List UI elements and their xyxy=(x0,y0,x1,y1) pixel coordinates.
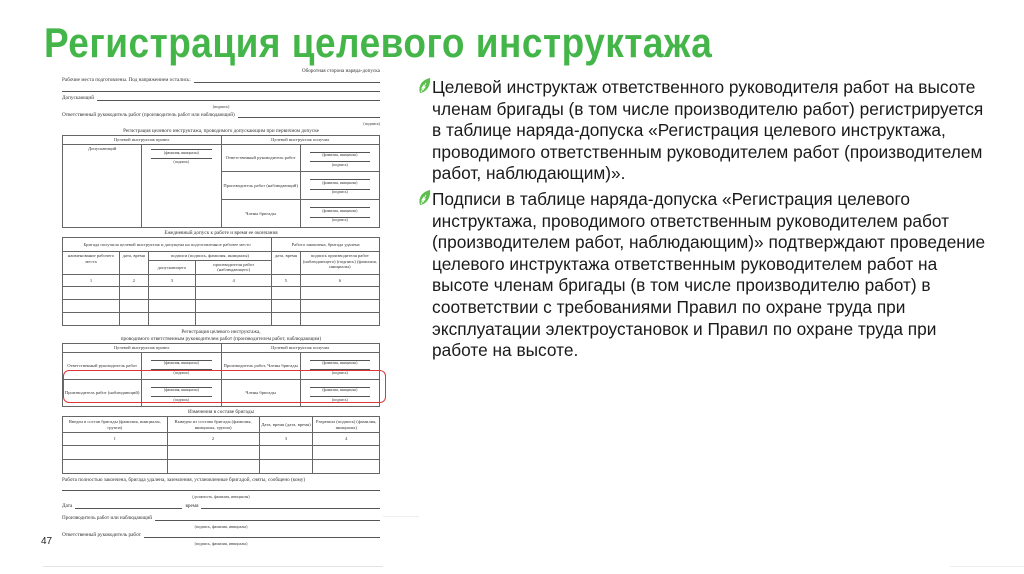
leaf-icon xyxy=(418,78,431,94)
divider xyxy=(950,566,1024,567)
bullet-item: Целевой инструктаж ответственного руководителя работ на высоте членам бригады (в том числе производителю работ) регистрируется в таблице наряда-допуска «Регистрация целевого инструктажа, проводимого ответственным руководителем работ (производителем работ, наблюдающим)». xyxy=(418,77,988,185)
divider xyxy=(383,516,419,517)
page-number: 47 xyxy=(41,536,53,547)
leaf-icon xyxy=(418,190,431,206)
slide-title: Регистрация целевого инструктажа xyxy=(44,20,713,66)
footer-responsible-line: Ответственный руководитель работ xyxy=(62,532,380,538)
bullet-item: Подписи в таблице наряда-допуска «Регистрация целевого инструктажа, проводимого ответственным руководителем работ (производителем работ, наблюдающим)» подтверждают проведение целевого инструктажа ответственным руководителем работ на высоте членам бригады (в том числе производителю работ) в соответствии с требованиями Правил по охране труда при эксплуатации электроустановок и Правил по охране труда при работе на высоте. xyxy=(418,189,988,362)
permit-form-image: Оборотная сторона наряда-допуска Рабочие места подготовлены. Под напряжением остались: Допускающий (подпись) Ответственный руководитель работ (производитель работ или наблюдающий) (подпись) Регистрация целевого инструктажа, проводимого допускающим при первичном допуске Целевой инструктаж провел Целевой инструктаж получил Допускающий (фамилия, инициалы) (подпись) Ответственный руководитель работ (фамилия, инициалы) (подпись) Производитель работ (наблюдающий) (фамилия, инициалы) (подпись) Члены бригады (фамилия, инициалы) (подпись) Ежедневный допуск к работе и время ее окончания Бригада получила целевой инструктаж и допущена на подготовленное рабочее место Работа закончена, бригада удалена наименование рабочего места дата, время подписи (подпись, фамилия, инициалы) дата, время подпись производителя работ (наблюдающего) (подпись) (фамилия, инициалы) допускающего производителя работ (наблюдающего) 1 2 3 4 5 6 Регистрация целевого инструктажа, проводимого ответственным руководителем работ (производителем работ, наблюдающим) Целевой инструктаж провел Целевой инструктаж получил Ответственный руководитель работ (фамилия, инициалы) (подпись) Производитель работ, Члены бригады (фамилия, инициалы) (подпись) Производитель работ (наблюдающий) (фамилия, инициалы) (подпись) Члены бригады (фамилия, инициалы) (подпись) Изменения в составе бригады Введен в состав бригады (фамилия, инициалы, группа) Выведен из состава бригады (фамилия, инициалы, группа) Дата, время (дата, время) Разрешил (подпись) (фамилия, инициалы) 1 2 3 4 Работа полностью закончена, бригада удалена, заземления, установленные бригадой, сняты, сообщено (кому) (должность, фамилия, инициалы) Дата время Производитель работ или наблюдающий (подпись, фамилия, инициалы) Ответственный руководитель работ (подпись, фамилия, инициалы) xyxy=(62,68,380,547)
form-line-admitter: Допускающий xyxy=(62,95,380,101)
form-header-right: Оборотная сторона наряда-допуска xyxy=(301,68,380,74)
section1-caption: Регистрация целевого инструктажа, проводимого допускающим при первичном допуске xyxy=(123,128,319,134)
section2-table: Бригада получила целевой инструктаж и допущена на подготовленное рабочее место Работа закончена, бригада удалена наименование рабочего места дата, время подписи (подпись, фамилия, инициалы) дата, время подпись производителя работ (наблюдающего) (подпись) (фамилия, инициалы) допускающего производителя работ (наблюдающего) 1 2 3 4 5 6 xyxy=(62,237,380,326)
divider xyxy=(43,566,383,567)
section1-table: Целевой инструктаж провел Целевой инструктаж получил Допускающий (фамилия, инициалы) (подпись) Ответственный руководитель работ (фамилия, инициалы) (подпись) Производитель работ (наблюдающий) (фамилия, инициалы) (подпись) Члены бригады (фамилия, инициалы) (подпись) xyxy=(62,135,380,228)
section4-table: Введен в состав бригады (фамилия, инициалы, группа) Выведен из состава бригады (фамилия, инициалы, группа) Дата, время (дата, время) Разрешил (подпись) (фамилия, инициалы) 1 2 3 4 xyxy=(62,416,380,474)
section4-caption: Изменения в составе бригады xyxy=(188,409,254,416)
highlight-frame xyxy=(63,370,386,403)
footer-foreman-line: Производитель работ или наблюдающий xyxy=(62,515,380,521)
footer-completed: Работа полностью закончена, бригада удалена, заземления, установленные бригадой, сняты, сообщено (кому) xyxy=(62,477,306,484)
footer-date-line: Дата время xyxy=(62,503,380,509)
section3-table: Целевой инструктаж провел Целевой инструктаж получил Ответственный руководитель работ (фамилия, инициалы) (подпись) Производитель работ, Члены бригады (фамилия, инициалы) (подпись) Производитель работ (наблюдающий) (фамилия, инициалы) (подпись) Члены бригады (фамилия, инициалы) (подпись) xyxy=(62,343,380,407)
form-line-workplaces: Рабочие места подготовлены. Под напряжением остались: xyxy=(62,77,380,83)
section2-caption: Ежедневный допуск к работе и время ее окончания xyxy=(164,230,278,236)
bullet-list xyxy=(418,77,988,366)
form-line-responsible: Ответственный руководитель работ (производитель работ или наблюдающий) xyxy=(62,112,380,118)
